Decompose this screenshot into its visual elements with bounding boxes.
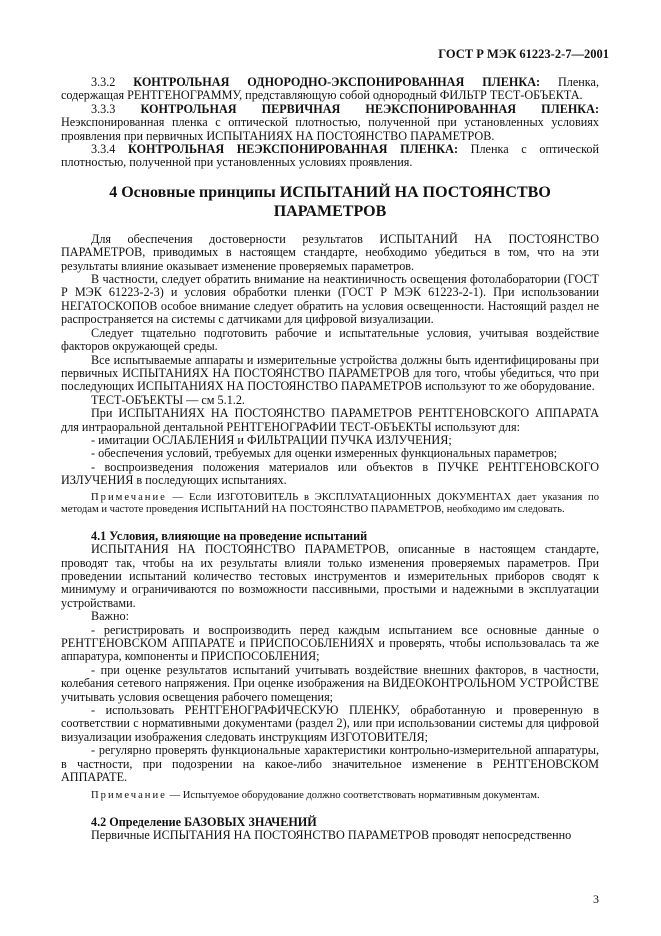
- list-item: - при оценке результатов испытаний учитывать воздействие внешних факторов, в частности, колебания сетевого напряжения. При оценке изображения на ВИДЕОКОНТРОЛЬНОМ УСТРОЙСТВЕ учитывать условия освещения рабочего помещения;: [61, 662, 599, 704]
- list-item: - обеспечения условий, требуемых для оценки измеренных функциональных параметров;: [91, 446, 558, 461]
- paragraph: ИСПЫТАНИЯ НА ПОСТОЯНСТВО ПАРАМЕТРОВ, описанные в настоящем стандарте, проводят так, чтобы на их результаты влияли только изменения проверяемых параметров. При проведении испытаний количество тестовых инструментов и измерительных приборов сводят к минимуму и ограничиваются по возможности пассивными, простыми и надежными в эксплуатации устройствами.: [61, 542, 599, 610]
- paragraph: Для обеспечения достоверности результатов ИСПЫТАНИЙ НА ПОСТОЯНСТВО ПАРАМЕТРОВ, приводимых в настоящем стандарте, необходимо убедиться в том, что на эти результаты влияние оказывает изменение проверяемых параметров.: [61, 231, 599, 273]
- definition-term: КОНТРОЛЬНАЯ НЕЭКСПОНИРОВАННАЯ ПЛЕНКА:: [128, 142, 459, 157]
- definition-term: КОНТРОЛЬНАЯ ОДНОРОДНО-ЭКСПОНИРОВАННАЯ ПЛЕНКА:: [133, 75, 541, 89]
- note: Примечание — Если ИЗГОТОВИТЕЛЬ в ЭКСПЛУАТАЦИОННЫХ ДОКУМЕНТАХ дает указания по методам и частоте проведения ИСПЫТАНИЙ НА ПОСТОЯНСТВО ПАРАМЕТРОВ, необходимо им следовать.: [61, 491, 599, 516]
- section-4-2-heading: 4.2 Определение БАЗОВЫХ ЗНАЧЕНИЙ: [91, 815, 317, 830]
- page-content: [61, 76, 599, 843]
- list-item: - регистрировать и воспроизводить перед каждым испытанием все основные данные о РЕНТГЕНОВСКОМ АППАРАТЕ и ПРИСПОСОБЛЕНИЯХ и проверять, чтобы использовалась та же аппаратура, компоненты и ПРИСПОСОБЛЕНИЯ;: [61, 622, 599, 664]
- definition-3-3-4: 3.3.4 КОНТРОЛЬНАЯ НЕЭКСПОНИРОВАННАЯ ПЛЕНКА: Пленка с оптической плотностью, полученной при установленных условиях проявления.: [61, 142, 599, 170]
- list-item: - регулярно проверять функциональные характеристики контрольно-измерительной аппаратуры, в частности, при подозрении на какое-либо значительное изменение в РЕНТГЕНОВСКОМ АППАРАТЕ.: [61, 743, 599, 785]
- paragraph: Первичные ИСПЫТАНИЯ НА ПОСТОЯНСТВО ПАРАМЕТРОВ проводят непосредственно: [91, 828, 572, 843]
- page-number: 3: [593, 892, 599, 906]
- paragraph: ТЕСТ-ОБЪЕКТЫ — см 5.1.2.: [91, 392, 245, 407]
- section-4-heading: 4 Основные принципы ИСПЫТАНИЙ НА ПОСТОЯНСТВО ПАРАМЕТРОВ: [109, 183, 551, 220]
- list-item: - использовать РЕНТГЕНОГРАФИЧЕСКУЮ ПЛЕНКУ, обработанную и проверенную в соответствии с нормативными документами (раздел 2), или при использовании системы для цифровой визуализации изображения следовать инструкциям ИЗГОТОВИТЕЛЯ;: [61, 703, 599, 744]
- document-header: ГОСТ Р МЭК 61223-2-7—2001: [438, 47, 609, 61]
- paragraph: Важно:: [91, 609, 129, 624]
- note-label: Примечание: [91, 790, 167, 802]
- note: Примечание — Испытуемое оборудование должно соответствовать нормативным документам.: [91, 790, 540, 802]
- paragraph: При ИСПЫТАНИЯХ НА ПОСТОЯНСТВО ПАРАМЕТРОВ РЕНТГЕНОВСКОГО АППАРАТА для интраоральной дентальной РЕНТГЕНОГРАФИИ ТЕСТ-ОБЪЕКТЫ используют для:: [61, 406, 599, 434]
- list-item: - имитации ОСЛАБЛЕНИЯ и ФИЛЬТРАЦИИ ПУЧКА ИЗЛУЧЕНИЯ;: [91, 432, 452, 447]
- definition-3-3-3: 3.3.3 КОНТРОЛЬНАЯ ПЕРВИЧНАЯ НЕЭКСПОНИРОВАННАЯ ПЛЕНКА: Неэкспонированная пленка с оптической плотностью, полученной при установленных условиях проявления при первичных ИСПЫТАНИЯХ НА ПОСТОЯНСТВО ПАРАМЕТРОВ.: [61, 101, 600, 143]
- note-label: Примечание: [91, 491, 167, 503]
- section-4-1-heading: 4.1 Условия, влияющие на проведение испытаний: [91, 528, 368, 543]
- definition-3-3-2: 3.3.2 КОНТРОЛЬНАЯ ОДНОРОДНО-ЭКСПОНИРОВАННАЯ ПЛЕНКА: Пленка, содержащая РЕНТГЕНОГРАММУ, представляющую собой однородный ФИЛЬТР ТЕСТ-ОБЪЕКТА.: [61, 75, 599, 103]
- paragraph: Все испытываемые аппараты и измерительные устройства должны быть идентифицированы при первичных ИСПЫТАНИЯХ НА ПОСТОЯНСТВО ПАРАМЕТРОВ для того, чтобы убедиться, что при последующих ИСПЫТАНИЯХ НА ПОСТОЯНСТВО ПАРАМЕТРОВ используют то же оборудование.: [61, 352, 599, 394]
- list-item: - воспроизведения положения материалов или объектов в ПУЧКЕ РЕНТГЕНОВСКОГО ИЗЛУЧЕНИЯ в последующих испытаниях.: [61, 459, 599, 488]
- definition-term: КОНТРОЛЬНАЯ ПЕРВИЧНАЯ НЕЭКСПОНИРОВАННАЯ ПЛЕНКА:: [140, 101, 600, 116]
- paragraph: Следует тщательно подготовить рабочие и испытательные условия, учитывая воздействие факторов окружающей среды.: [61, 325, 599, 354]
- paragraph: В частности, следует обратить внимание на неактиничность освещения фотолаборатории (ГОСТ Р МЭК 61223-2-3) и условия обработки пленки (ГОСТ Р МЭК 61223-2-1). При использовании НЕГАТОСКОПОВ особое внимание следует обратить на условия освещенности. Настоящий раздел не распространяется на системы с датчиками для цифровой визуализации.: [61, 272, 599, 327]
